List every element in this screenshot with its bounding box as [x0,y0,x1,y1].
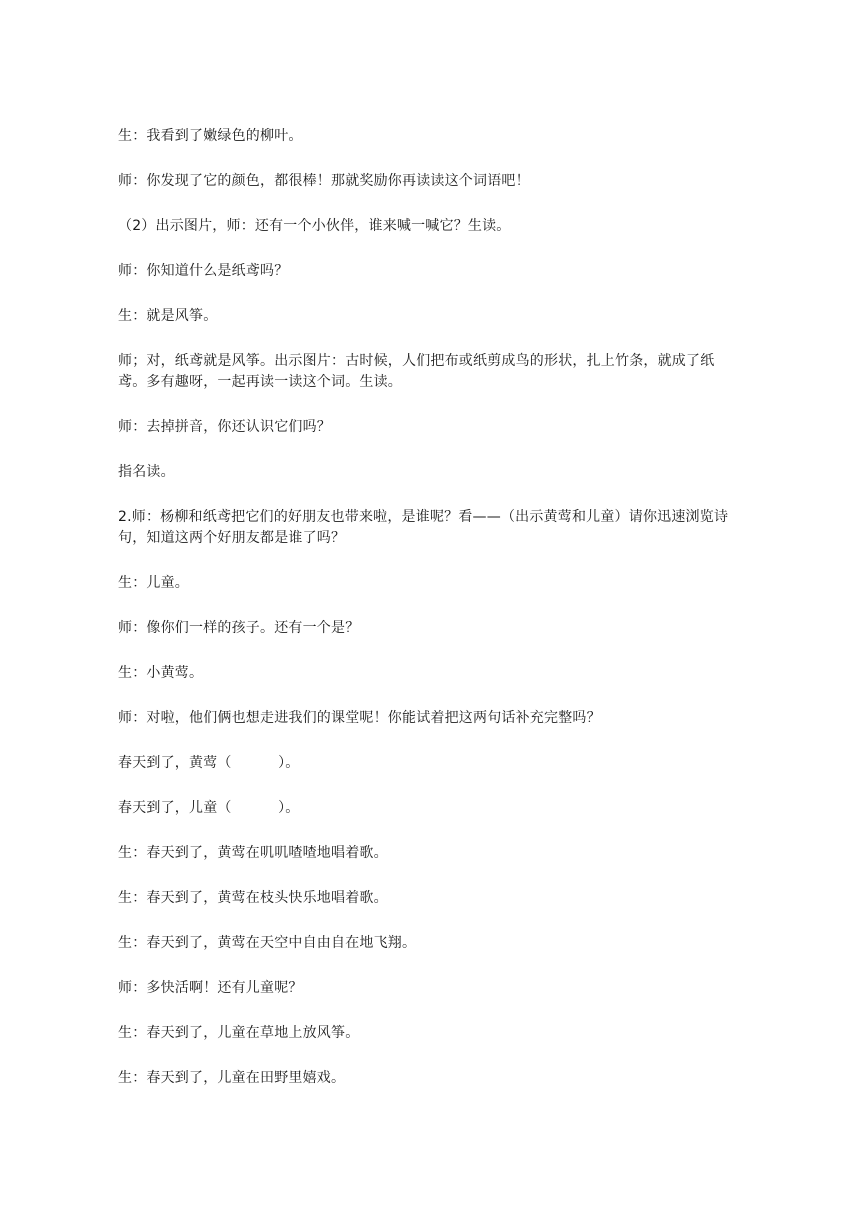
paragraph: 生：小黄莺。 [118,665,204,681]
paragraph: 2.师：杨柳和纸鸢把它们的好朋友也带来啦，是谁呢？看——（出示黄莺和儿童）请你迅速浏览诗句，知道这两个好朋友都是谁了吗？ [118,509,729,546]
paragraph: 生：我看到了嫩绿色的柳叶。 [118,128,303,144]
paragraph: 生：春天到了，黄莺在天空中自由自在地飞翔。 [118,935,417,951]
paragraph: 生：儿童。 [118,575,189,591]
fill-blank-sentence: 春天到了，黄莺（ ）。 [118,755,300,771]
paragraph: 生：春天到了，黄莺在枝头快乐地唱着歌。 [118,890,388,906]
paragraph: 师：你知道什么是纸鸢吗？ [118,263,289,279]
paragraph: 生：春天到了，黄莺在叽叽喳喳地唱着歌。 [118,845,388,861]
paragraph: 师：多快活啊！还有儿童呢？ [118,980,303,996]
paragraph: 生：就是风筝。 [118,308,218,324]
document-body [118,126,738,1113]
paragraph: 生：春天到了，儿童在草地上放风筝。 [118,1025,360,1041]
fill-blank-sentence: 春天到了，儿童（ ）。 [118,800,300,816]
paragraph: 师：你发现了它的颜色，都很棒！那就奖励你再读读这个词语吧！ [118,173,530,189]
paragraph: （2）出示图片，师：还有一个小伙伴，谁来喊一喊它？生读。 [118,218,511,234]
paragraph: 指名读。 [118,464,175,480]
paragraph: 师：像你们一样的孩子。还有一个是？ [118,620,360,636]
paragraph: 师；对，纸鸢就是风筝。出示图片：古时候，人们把布或纸剪成鸟的形状，扎上竹条，就成了纸鸢。多有趣呀，一起再读一读这个词。生读。 [118,353,715,390]
paragraph: 师：去掉拼音，你还认识它们吗？ [118,419,331,435]
paragraph: 生：春天到了，儿童在田野里嬉戏。 [118,1070,346,1086]
paragraph: 师：对啦，他们俩也想走进我们的课堂呢！你能试着把这两句话补充完整吗？ [118,710,601,726]
